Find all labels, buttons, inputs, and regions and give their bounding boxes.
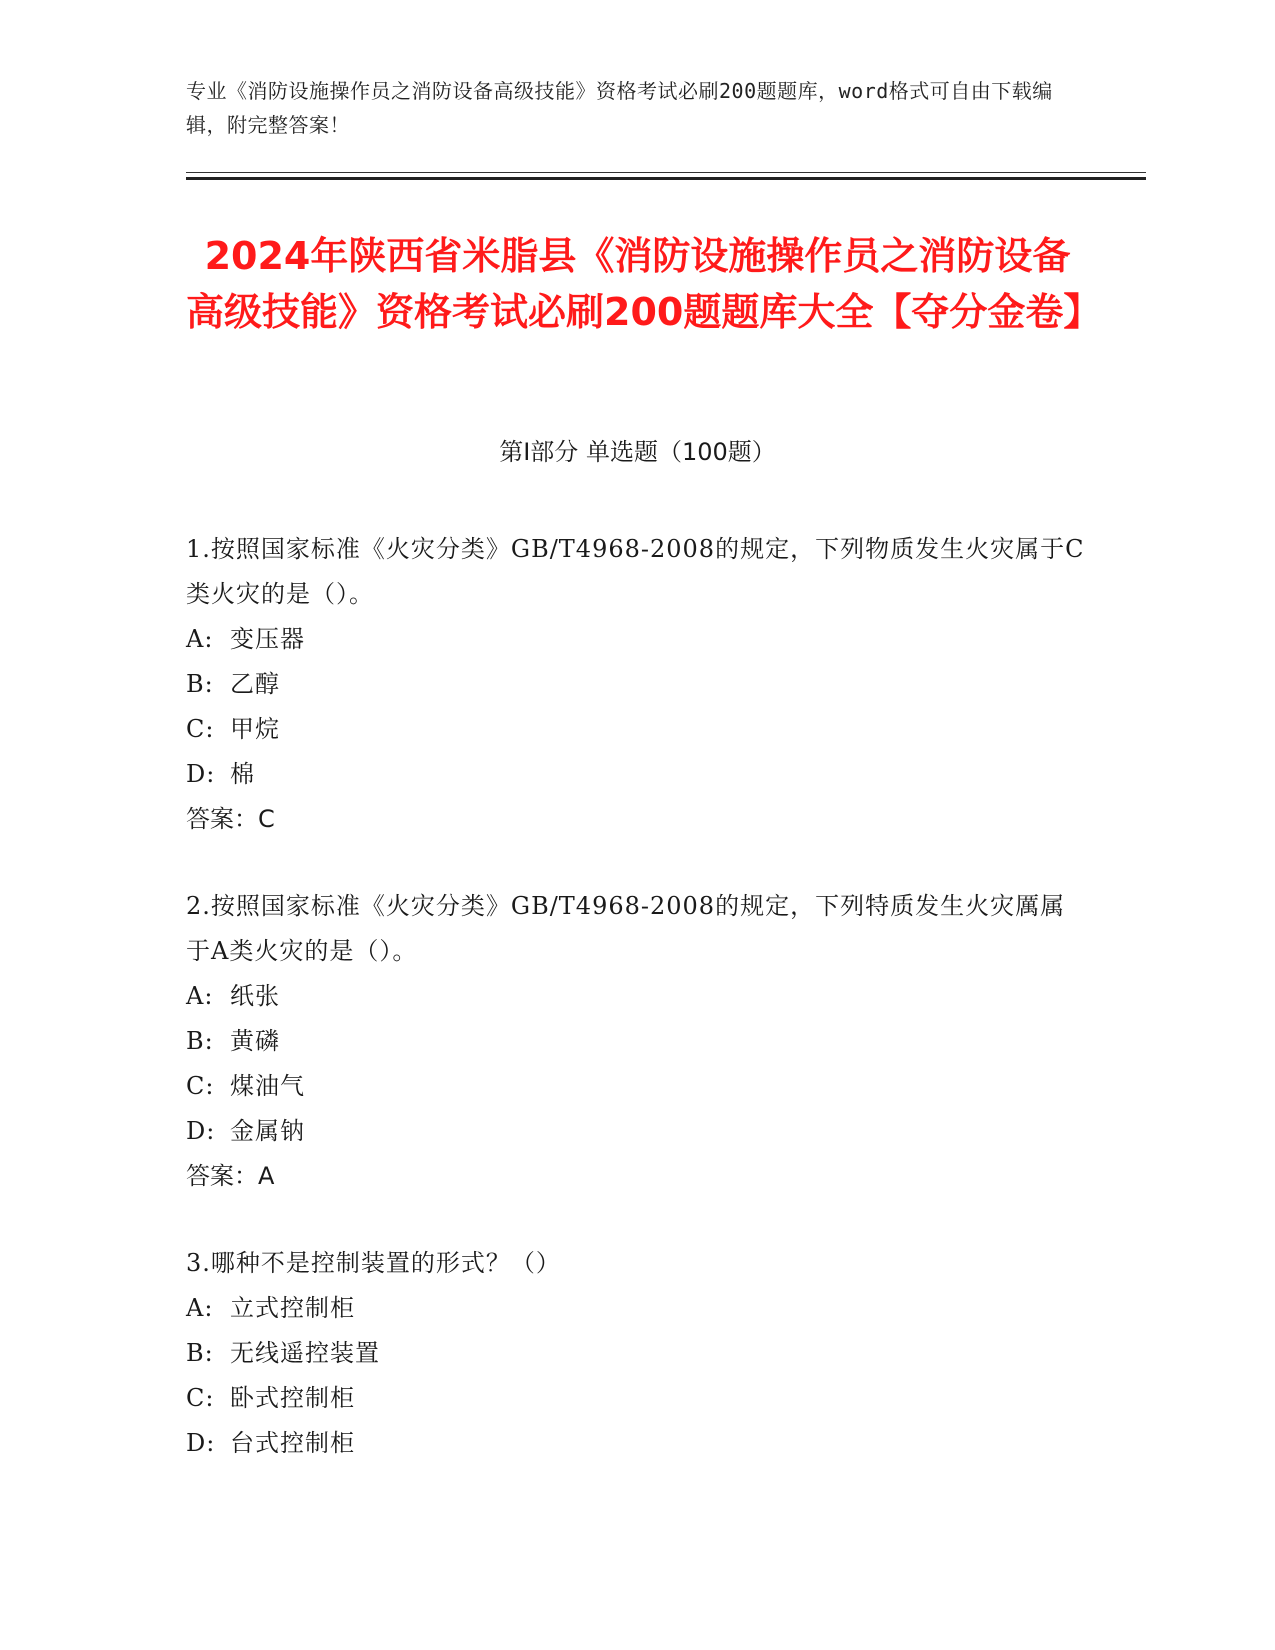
option-b: [186, 1331, 1086, 1376]
option-key: C:: [186, 1072, 215, 1100]
option-text: 甲烷: [230, 715, 280, 743]
option-text: 无线遥控装置: [230, 1339, 380, 1367]
question-stem: 2.按照国家标准《火灾分类》GB/T4968-2008的规定，下列特质发生火灾厲属于A类火灾的是（）。: [186, 892, 1066, 965]
question-list: [186, 527, 1086, 1508]
option-key: C:: [186, 715, 215, 743]
section-title: 第I部分 单选题（100题）: [499, 438, 776, 466]
option-text: 金属钠: [230, 1117, 305, 1145]
option-key: D:: [186, 760, 216, 788]
option-key: A:: [186, 1294, 214, 1322]
question-stem: 3.哪种不是控制装置的形式？（）: [186, 1249, 561, 1277]
option-key: D:: [186, 1117, 216, 1145]
question-3: [186, 1241, 1086, 1466]
option-b: [186, 662, 1086, 707]
option-c: [186, 707, 1086, 752]
option-text: 立式控制柜: [230, 1294, 355, 1322]
option-text: 黄磷: [230, 1027, 280, 1055]
header-note: 专业《消防设施操作员之消防设备高级技能》资格考试必刷200题题库，word格式可自由下载编辑，附完整答案！: [186, 79, 1053, 137]
option-d: [186, 1421, 1086, 1466]
option-key: B:: [186, 1339, 214, 1367]
option-d: [186, 1109, 1086, 1154]
question-stem: 1.按照国家标准《火灾分类》GB/T4968-2008的规定，下列物质发生火灾属于C类火灾的是（）。: [186, 535, 1085, 608]
option-key: B:: [186, 1027, 214, 1055]
option-key: D:: [186, 1429, 216, 1457]
option-key: A:: [186, 982, 214, 1010]
option-b: [186, 1019, 1086, 1064]
option-key: B:: [186, 670, 214, 698]
option-text: 纸张: [230, 982, 280, 1010]
option-c: [186, 1064, 1086, 1109]
option-key: A:: [186, 625, 214, 653]
question-1: [186, 527, 1086, 842]
option-c: [186, 1376, 1086, 1421]
answer-line: 答案：A: [186, 1162, 275, 1190]
question-2: [186, 884, 1086, 1199]
option-text: 煤油气: [230, 1072, 305, 1100]
option-d: [186, 752, 1086, 797]
document-title: 2024年陕西省米脂县《消防设施操作员之消防设备高级技能》资格考试必刷200题题库大全【夺分金卷】: [186, 234, 1102, 334]
answer-line: 答案：C: [186, 805, 275, 833]
option-text: 卧式控制柜: [230, 1384, 355, 1412]
option-a: [186, 974, 1086, 1019]
option-text: 变压器: [230, 625, 305, 653]
option-text: 乙醇: [230, 670, 280, 698]
option-text: 棉: [230, 760, 255, 788]
option-key: C:: [186, 1384, 215, 1412]
header-divider-thick: [186, 177, 1146, 180]
header-divider-thin: [186, 172, 1146, 173]
option-a: [186, 1286, 1086, 1331]
option-a: [186, 617, 1086, 662]
option-text: 台式控制柜: [230, 1429, 355, 1457]
